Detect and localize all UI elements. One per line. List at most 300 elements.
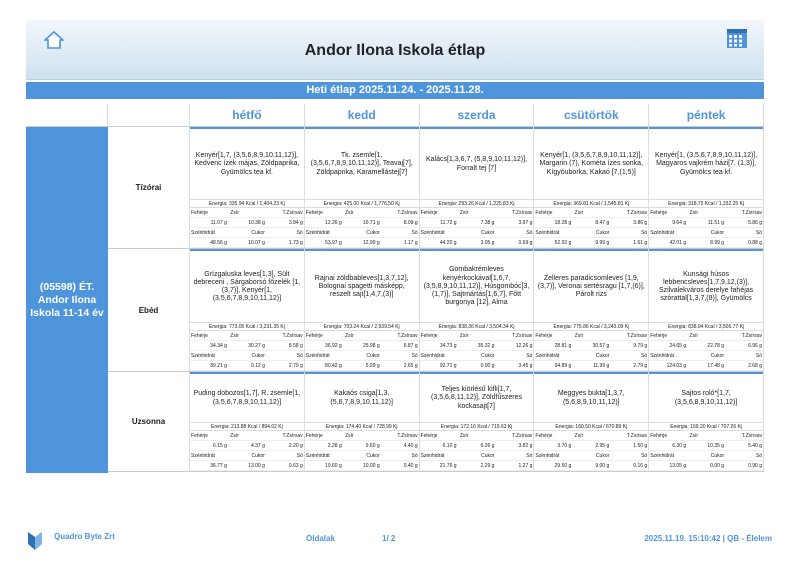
energy-value: Energia: 318.72 Kcal / 1,332.25 Kj	[649, 199, 763, 208]
menu-cell	[649, 249, 764, 371]
nutrition-label-row	[534, 228, 648, 238]
value-fat: 35.32 g	[477, 343, 495, 349]
label-fat: Zsír	[459, 433, 469, 439]
label-carb: Szénhidrát	[420, 353, 445, 359]
value-fat: 6.26 g	[480, 443, 495, 449]
menu-description: Grízgaluska leves[1,3], Sült debreceni , Sárgaborsó főzelék [1,(3,7)], Kenyér[1, (3,5,6,7,8,9,10,11,12)]	[193, 270, 301, 303]
menu-cell	[534, 249, 649, 371]
value-protein: 34.73 g	[439, 343, 457, 349]
nutrition-value-row	[649, 341, 763, 351]
label-fat: Zsír	[459, 333, 469, 339]
meal-row	[108, 249, 764, 372]
nutrition-label-row	[534, 331, 648, 341]
energy-value: Energia: 838.94 Kcal / 3,506.77 Kj	[649, 322, 763, 331]
value-salt: 1.73 g	[288, 240, 303, 246]
label-salt: Só	[755, 453, 762, 459]
value-protein: 6.15 g	[213, 443, 227, 449]
menu-description: Gombakrémleves kenyérkockával[1,6,7, (3,5,8,9,10,11,12)], Húsgombóc[3,(1,7)], Sajtmártás[1,6,7], Főtt burgonya [12], Alma	[423, 266, 530, 307]
menu-description: Kenyér[1,7, (3,5,6,8,9,10,11,12)], Kedvenc ízek májas, Zöldpaprika, Gyümölcs tea kf.	[194, 152, 300, 176]
energy-value: Energia: 293.26 Kcal / 1,225.83 Kj	[420, 199, 534, 208]
energy-value: Energia: 160.50 Kcal / 670.89 Kj	[534, 422, 648, 431]
label-carb: Szénhidrát	[191, 453, 215, 459]
school-label: (05598) ÉT. Andor Ilona Iskola 11-14 év	[26, 127, 108, 473]
nutrition-value-row	[649, 238, 763, 248]
value-carb: 92.71 g	[439, 363, 457, 369]
label-salt: Só	[526, 353, 533, 359]
label-sugar: Cukor	[251, 230, 265, 236]
value-satfat: 1.50 g	[633, 443, 648, 449]
label-sugar: Cukor	[595, 230, 610, 236]
nutrition-value-row	[534, 461, 648, 471]
label-carb: Szénhidrát	[191, 353, 215, 359]
label-satfat: T.Zsírsav	[741, 433, 762, 439]
value-salt: 1.61 g	[633, 240, 648, 246]
energy-value: Energia: 213.88 Kcal / 894.02 Kj	[190, 422, 304, 431]
label-salt: Só	[641, 230, 648, 236]
label-sugar: Cukor	[366, 230, 380, 236]
label-salt: Só	[411, 453, 418, 459]
label-satfat: T.Zsírsav	[626, 433, 648, 439]
label-satfat: T.Zsírsav	[626, 333, 648, 339]
day-header-row	[26, 104, 764, 126]
nutrition-table	[649, 431, 763, 471]
value-protein: 36.92 g	[325, 343, 342, 349]
menu-description: Rajnai zöldbableves[1,3,7,12], Bolognai spagetti másképp, reszelt sajt[1,4,7,(3)]	[314, 274, 409, 299]
value-satfat: 5.40 g	[748, 443, 762, 449]
day-header-thursday: csütörtök	[534, 104, 649, 126]
menu-description: Kalács[1,3,6,7, (5,8,9,10,11,12)], Forralt tej [7]	[425, 156, 528, 172]
label-satfat: T.Zsírsav	[512, 333, 533, 339]
label-sugar: Cukor	[251, 353, 265, 359]
menu-description: Tk. zsemle[1, (3,5,6,7,8,9,10,11,12)], Teavaj[7], Zöldpaprika, Karamellástej[7]	[310, 152, 413, 176]
value-carb: 94.89 g	[554, 363, 572, 369]
nutrition-label-row	[534, 431, 648, 441]
menu-cell	[534, 127, 649, 248]
blank-header-cell	[108, 104, 190, 126]
nutrition-value-row	[420, 218, 534, 228]
page-header	[26, 20, 764, 80]
value-carb: 52.92 g	[554, 240, 572, 246]
value-sugar: 10.00 g	[362, 463, 380, 469]
value-fat: 8.47 g	[595, 220, 610, 226]
label-sugar: Cukor	[366, 353, 380, 359]
label-salt: Só	[526, 453, 533, 459]
value-salt: 2.68 g	[748, 363, 762, 369]
value-salt: 2.79 g	[288, 363, 303, 369]
label-carb: Szénhidrát	[650, 353, 675, 359]
menu-description: Kakaós csiga[1,3, (5,6,7,8,9,10,11,12)]	[330, 390, 393, 406]
value-fat: 4.37 g	[250, 443, 265, 449]
label-satfat: T.Zsírsav	[626, 210, 648, 216]
nutrition-label-row	[190, 228, 304, 238]
nutrition-table	[534, 331, 648, 371]
nutrition-label-row	[190, 331, 304, 341]
value-satfat: 3.97 g	[518, 220, 533, 226]
nutrition-table	[534, 431, 648, 471]
menu-cell	[190, 249, 305, 371]
nutrition-table	[305, 331, 419, 371]
nutrition-label-row	[305, 228, 419, 238]
label-carb: Szénhidrát	[535, 353, 560, 359]
nutrition-label-row	[534, 208, 648, 218]
label-protein: Fehérje	[535, 210, 553, 216]
menu-description: Zelleres paradicsomleves [1,9,(3,7)], Veronai sertésragu [1,7,(6)], Párolt rizs	[537, 274, 645, 299]
nutrition-value-row	[534, 218, 648, 228]
page-title: Andor Ilona Iskola étlap	[304, 42, 486, 59]
value-sugar: 0.00 g	[710, 463, 725, 469]
label-sugar: Cukor	[595, 453, 610, 459]
label-sugar: Cukor	[595, 353, 610, 359]
label-salt: Só	[296, 453, 303, 459]
nutrition-label-row	[190, 351, 304, 361]
label-fat: Zsír	[345, 433, 354, 439]
nutrition-value-row	[649, 441, 763, 451]
energy-value: Energia: 775.86 Kcal / 3,243.09 Kj	[534, 322, 648, 331]
value-sugar: 3.05 g	[480, 240, 495, 246]
label-sugar: Cukor	[710, 353, 725, 359]
label-fat: Zsír	[689, 433, 699, 439]
energy-value: Energia: 169.20 Kcal / 707.26 Kj	[649, 422, 763, 431]
label-carb: Szénhidrát	[191, 230, 215, 236]
label-carb: Szénhidrát	[535, 453, 560, 459]
nutrition-value-row	[534, 238, 648, 248]
label-salt: Só	[296, 230, 303, 236]
label-protein: Fehérje	[650, 433, 668, 439]
value-satfat: 4.40 g	[403, 443, 418, 449]
nutrition-value-row	[190, 341, 304, 351]
label-protein: Fehérje	[535, 433, 553, 439]
meal-name: Tízórai	[108, 127, 190, 248]
nutrition-label-row	[420, 451, 534, 461]
value-carb: 48.56 g	[210, 240, 227, 246]
value-fat: 30.57 g	[592, 343, 610, 349]
energy-value: Energia: 335.94 Kcal / 1,404.23 Kj	[190, 199, 304, 208]
label-fat: Zsír	[345, 333, 354, 339]
value-satfat: 8.58 g	[288, 343, 303, 349]
menu-cell	[420, 127, 535, 248]
nutrition-label-row	[534, 451, 648, 461]
nutrition-label-row	[420, 208, 534, 218]
value-satfat: 6.96 g	[748, 343, 762, 349]
value-salt: 0.90 g	[748, 463, 762, 469]
label-fat: Zsír	[230, 210, 239, 216]
nutrition-label-row	[649, 228, 763, 238]
blank-header-cell	[26, 104, 108, 126]
value-protein: 3.70 g	[557, 443, 572, 449]
label-carb: Szénhidrát	[305, 453, 330, 459]
value-protein: 6.30 g	[672, 443, 687, 449]
menu-description: Sajtos roló*[1,7, (3,5,6,8,9,10,11,12)]	[674, 390, 738, 406]
value-satfat: 3.82 g	[518, 443, 533, 449]
day-header-wednesday: szerda	[420, 104, 535, 126]
nutrition-label-row	[305, 351, 419, 361]
meal-row	[108, 372, 764, 472]
value-fat: 11.51 g	[707, 220, 725, 226]
label-sugar: Cukor	[710, 230, 725, 236]
value-sugar: 9.99 g	[595, 240, 610, 246]
menu-cell	[305, 249, 420, 371]
menu-cell	[649, 372, 764, 471]
nutrition-label-row	[305, 451, 419, 461]
value-protein: 9.64 g	[672, 220, 687, 226]
value-protein: 11.07 g	[210, 220, 227, 226]
label-satfat: T.Zsírsav	[397, 333, 418, 339]
value-protein: 6.10 g	[442, 443, 457, 449]
energy-value: Energia: 369.81 Kcal / 1,545.81 Kj	[534, 199, 648, 208]
value-satfat: 6.87 g	[403, 343, 418, 349]
value-protein: 24.65 g	[669, 343, 687, 349]
value-salt: 1.17 g	[403, 240, 418, 246]
meal-row	[108, 127, 764, 249]
nutrition-table	[649, 331, 763, 371]
label-protein: Fehérje	[420, 333, 438, 339]
label-carb: Szénhidrát	[305, 230, 330, 236]
label-satfat: T.Zsírsav	[741, 210, 762, 216]
value-protein: 28.81 g	[554, 343, 572, 349]
value-salt: 3.45 g	[518, 363, 533, 369]
label-satfat: T.Zsírsav	[741, 333, 762, 339]
label-fat: Zsír	[689, 333, 699, 339]
value-salt: 0.16 g	[633, 463, 648, 469]
value-satfat: 12.26 g	[515, 343, 533, 349]
value-sugar: 0.00 g	[480, 363, 495, 369]
label-fat: Zsír	[574, 433, 584, 439]
value-satfat: 5.86 g	[748, 220, 762, 226]
value-protein: 11.72 g	[440, 220, 457, 226]
nutrition-value-row	[420, 238, 534, 248]
value-protein: 34.34 g	[210, 343, 227, 349]
nutrition-label-row	[649, 431, 763, 441]
nutrition-value-row	[305, 238, 419, 248]
label-satfat: T.Zsírsav	[397, 210, 418, 216]
value-sugar: 11.99 g	[592, 363, 610, 369]
footer-company: Quadro Byte Zrt	[54, 532, 115, 541]
footer-page-number: 1/ 2	[382, 534, 396, 543]
energy-value: Energia: 172.16 Kcal / 719.63 Kj	[420, 422, 534, 431]
label-carb: Szénhidrát	[650, 230, 675, 236]
nutrition-value-row	[420, 361, 534, 371]
energy-value: Energia: 838.36 Kcal / 3,504.34 Kj	[420, 322, 534, 331]
value-sugar: 13.00 g	[248, 463, 265, 469]
label-satfat: T.Zsírsav	[282, 433, 303, 439]
value-fat: 2.95 g	[595, 443, 610, 449]
value-carb: 29.50 g	[554, 463, 572, 469]
label-sugar: Cukor	[481, 230, 495, 236]
label-satfat: T.Zsírsav	[512, 433, 533, 439]
menu-description: Meggyes bukta[1,3,7, (5,6,8,9,10,11,12)]	[557, 390, 625, 406]
energy-value: Energia: 425.00 Kcal / 1,776.50 Kj	[305, 199, 419, 208]
value-fat: 10.35 g	[707, 443, 725, 449]
label-satfat: T.Zsírsav	[397, 433, 418, 439]
label-protein: Fehérje	[420, 210, 438, 216]
value-salt: 2.65 g	[403, 363, 418, 369]
nutrition-label-row	[190, 451, 304, 461]
menu-cell	[305, 372, 420, 471]
label-fat: Zsír	[574, 210, 584, 216]
nutrition-value-row	[649, 461, 763, 471]
label-protein: Fehérje	[650, 210, 668, 216]
footer-pages-label: Oldalak	[306, 534, 335, 543]
nutrition-label-row	[649, 351, 763, 361]
nutrition-table	[190, 208, 304, 248]
nutrition-value-row	[420, 441, 534, 451]
nutrition-value-row	[420, 341, 534, 351]
value-salt: 0.88 g	[748, 240, 762, 246]
energy-value: Energia: 174.40 Kcal / 728.99 Kj	[305, 422, 419, 431]
label-sugar: Cukor	[481, 353, 495, 359]
value-fat: 9.60 g	[365, 443, 380, 449]
menu-description: Kenyér[1, (3,5,6,7,8,9,10,11,12)], Magyaros vajkrém házi[7, (1,3)], Gyümölcs tea kf.	[654, 152, 758, 176]
value-sugar: 5.99 g	[365, 363, 380, 369]
label-carb: Szénhidrát	[420, 453, 445, 459]
value-sugar: 0.12 g	[250, 363, 265, 369]
nutrition-label-row	[649, 331, 763, 341]
label-salt: Só	[641, 353, 648, 359]
value-satfat: 8.09 g	[403, 220, 418, 226]
nutrition-value-row	[649, 218, 763, 228]
label-sugar: Cukor	[366, 453, 380, 459]
label-sugar: Cukor	[251, 453, 265, 459]
nutrition-table	[420, 331, 534, 371]
value-salt: 0.63 g	[288, 463, 303, 469]
value-salt: 0.40 g	[403, 463, 418, 469]
nutrition-table	[305, 431, 419, 471]
value-protein: 12.26 g	[325, 220, 342, 226]
label-protein: Fehérje	[191, 333, 208, 339]
value-sugar: 12.99 g	[362, 240, 380, 246]
value-carb: 42.01 g	[669, 240, 687, 246]
nutrition-label-row	[190, 208, 304, 218]
value-protein: 2.28 g	[327, 443, 342, 449]
nutrition-value-row	[534, 341, 648, 351]
meal-name: Ebéd	[108, 249, 190, 371]
value-fat: 10.38 g	[248, 220, 265, 226]
label-fat: Zsír	[230, 333, 239, 339]
nutrition-label-row	[649, 451, 763, 461]
nutrition-value-row	[534, 441, 648, 451]
label-carb: Szénhidrát	[420, 230, 445, 236]
nutrition-table	[305, 208, 419, 248]
menu-cell	[190, 127, 305, 248]
label-fat: Zsír	[345, 210, 354, 216]
label-fat: Zsír	[230, 433, 239, 439]
value-salt: 2.79 g	[633, 363, 648, 369]
menu-grid	[26, 126, 764, 472]
value-satfat: 3.86 g	[633, 220, 648, 226]
label-salt: Só	[526, 230, 533, 236]
menu-cell	[534, 372, 649, 471]
label-protein: Fehérje	[650, 333, 668, 339]
nutrition-label-row	[420, 351, 534, 361]
value-carb: 19.60 g	[325, 463, 342, 469]
label-protein: Fehérje	[420, 433, 438, 439]
value-fat: 7.38 g	[480, 220, 495, 226]
nutrition-table	[534, 208, 648, 248]
value-sugar: 10.07 g	[248, 240, 265, 246]
value-satfat: 3.84 g	[288, 220, 303, 226]
menu-cell	[190, 372, 305, 471]
energy-value: Energia: 703.24 Kcal / 2,939.54 Kj	[305, 322, 419, 331]
nutrition-label-row	[305, 331, 419, 341]
value-carb: 36.77 g	[210, 463, 227, 469]
value-fat: 30.27 g	[248, 343, 265, 349]
label-protein: Fehérje	[305, 333, 323, 339]
value-carb: 21.76 g	[439, 463, 457, 469]
nutrition-label-row	[305, 431, 419, 441]
nutrition-value-row	[190, 238, 304, 248]
nutrition-label-row	[305, 208, 419, 218]
energy-value: Energia: 773.05 Kcal / 3,231.35 Kj	[190, 322, 304, 331]
label-fat: Zsír	[574, 333, 584, 339]
value-fat: 16.71 g	[362, 220, 380, 226]
label-salt: Só	[641, 453, 648, 459]
nutrition-value-row	[190, 461, 304, 471]
value-sugar: 17.48 g	[707, 363, 725, 369]
nutrition-value-row	[649, 361, 763, 371]
value-carb: 124.03 g	[666, 363, 687, 369]
value-carb: 80.42 g	[325, 363, 342, 369]
menu-cell	[649, 127, 764, 248]
value-protein: 18.28 g	[554, 220, 572, 226]
menu-description: Kunsági húsos lebbencsleves[1,7,9,12,(3)], Szilvalekváros derelye fahéjas szórattal[1,3,7,(8)], Gyümölcs	[659, 270, 754, 303]
label-sugar: Cukor	[710, 453, 725, 459]
value-fat: 22.78 g	[707, 343, 725, 349]
nutrition-label-row	[649, 208, 763, 218]
label-protein: Fehérje	[535, 333, 553, 339]
day-header-monday: hétfő	[190, 104, 305, 126]
menu-cell	[420, 249, 535, 371]
value-carb: 89.21 g	[210, 363, 227, 369]
nutrition-value-row	[305, 441, 419, 451]
nutrition-value-row	[534, 361, 648, 371]
nutrition-value-row	[305, 461, 419, 471]
label-salt: Só	[755, 230, 762, 236]
label-fat: Zsír	[459, 210, 469, 216]
nutrition-value-row	[420, 461, 534, 471]
meal-name: Uzsonna	[108, 372, 190, 471]
value-fat: 25.98 g	[362, 343, 380, 349]
label-carb: Szénhidrát	[650, 453, 675, 459]
nutrition-table	[190, 331, 304, 371]
label-satfat: T.Zsírsav	[512, 210, 533, 216]
value-carb: 53.97 g	[325, 240, 342, 246]
value-carb: 13.05 g	[669, 463, 687, 469]
value-sugar: 2.29 g	[480, 463, 495, 469]
nutrition-label-row	[420, 431, 534, 441]
label-fat: Zsír	[689, 210, 699, 216]
label-salt: Só	[411, 353, 418, 359]
nutrition-table	[420, 208, 534, 248]
label-salt: Só	[755, 353, 762, 359]
nutrition-label-row	[190, 431, 304, 441]
nutrition-table	[190, 431, 304, 471]
menu-description: Teljes kiörlésű kifli[1,7, (3,5,6,8,11,12)], Zöldfűszeres kockasajt[7]	[431, 386, 522, 410]
calendar-icon[interactable]	[726, 27, 748, 49]
label-satfat: T.Zsírsav	[282, 210, 303, 216]
value-satfat: 9.79 g	[633, 343, 648, 349]
label-protein: Fehérje	[191, 433, 208, 439]
menu-cell	[420, 372, 535, 471]
value-salt: 0.69 g	[518, 240, 533, 246]
day-header-friday: péntek	[649, 104, 764, 126]
quadro-logo-icon	[28, 528, 42, 550]
label-carb: Szénhidrát	[305, 353, 330, 359]
label-protein: Fehérje	[305, 210, 323, 216]
nutrition-value-row	[305, 361, 419, 371]
menu-cell	[305, 127, 420, 248]
nutrition-value-row	[305, 218, 419, 228]
week-range-bar: Heti étlap 2025.11.24. - 2025.11.28.	[26, 82, 764, 99]
